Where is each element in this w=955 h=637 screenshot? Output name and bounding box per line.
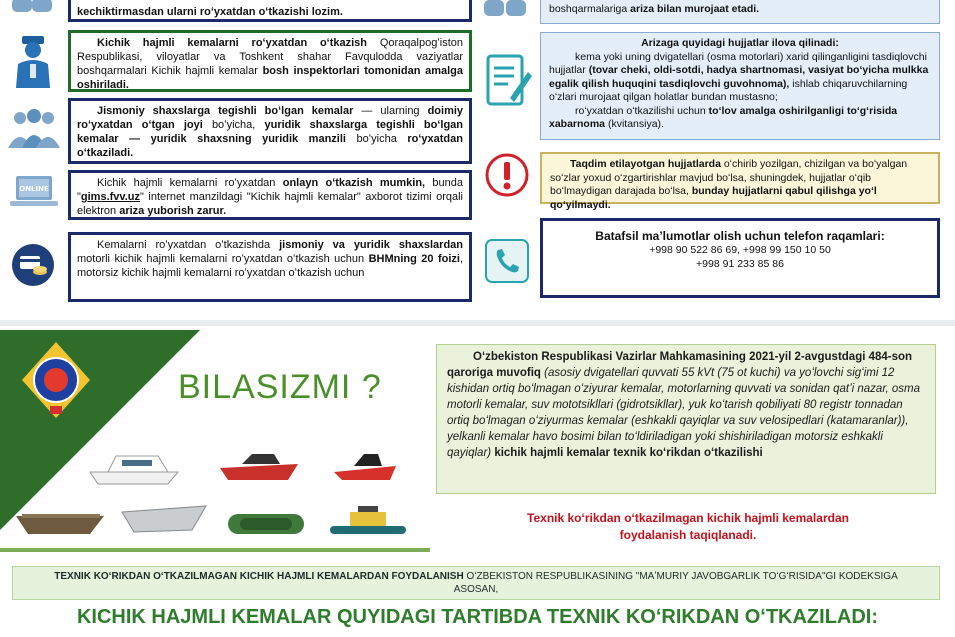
rejection-t2: oʻchirib yozilgan, chizilgan va boʻyalgan soʻzlar yoxud oʻzgartirishlar mavjud boʻlsa, shuningdek, hujjatlar oʻqib boʻlmaydigan darajada boʻlsa, [550,158,908,197]
deadline-text: kechiktirmasdan ularni roʻyxatdan oʻtkazishi lozim. [77,6,343,18]
people-group-icon-top [8,0,58,12]
banner-t2: OʻZBEKISTON RESPUBLIKASINING "MAʼMURIY JAVOBGARLIK TOʻGʻRISIDA"GI KODEKSIGA [466,571,898,582]
green-underline [0,548,430,552]
gims-link[interactable]: gims.fvv.uz [80,191,140,203]
regulation-t2: 484-son qaroriga muvofiq [447,351,913,379]
phone-icon [484,238,530,284]
individuals-box [68,98,472,164]
documents-item-1-b: (tovar cheki, oldi-sotdi, hadya shartnomasi, vasiyat boʻyicha mulkka egalik qilish huquqini tasdiqlovchi guvohnoma), [549,64,929,90]
banner-t1: TEXNIK KOʻRIKDAN OʻTKAZILMAGAN KICHIK HAJMLI KEMALARDAN FOYDALANISH [54,571,464,582]
inspectors-body: Qoraqalpogʻiston Respublikasi, viloyatlar va Toshkent shahar Favqulodda vaziyatlar boshqarmalari Kichik hajmli kemalar [77,37,463,77]
section-divider [0,320,955,326]
yacht-image [88,444,184,491]
online-t5: " internet manzildagi "Kichik hajmli kemalar" axborot tizimi orqali elektron [77,191,463,217]
contact-title: Batafsil maʼlumotlar olish uchun telefon raqamlari: [595,229,885,243]
document-pen-icon [484,52,534,110]
individuals-lead: Jismoniy shaxslarga tegishli boʻlgan kemalar [97,105,354,117]
online-t6: ariza yuborish zarur. [119,205,227,217]
people-group-icon [6,108,62,148]
jet-ski-image [330,444,402,489]
inspectors-end: bosh inspektorlari tomonidan amalga oshiriladi. [77,65,463,91]
documents-item-2-b: toʻlov amalga oshirilganligi toʻgʻrisida xabarnoma [549,104,898,130]
individuals-t7: roʻyxatdan oʻtkaziladi. [77,133,463,159]
individuals-t6: boʻyicha [356,133,397,145]
documents-item-2-a: roʻyxatdan oʻtkazilishi uchun [575,104,706,117]
people-group-icon-right [478,0,532,16]
fee-t5: , motorsiz kichik hajmli kemalarni roʻyxatdan oʻtkazish uchun [77,253,464,279]
inflatable-boat-image [226,506,306,545]
regulation-t1: Oʻzbekiston Respublikasi Vazirlar Mahkamasining 2021-yil 2-avgustdagi [473,351,866,363]
catamaran-image [328,504,408,545]
prohibition-line-1: Texnik koʻrikdan oʻtkazilmagan kichik hajmli kemalardan [527,511,849,525]
payment-card-icon [10,242,56,288]
fee-t1: Kemalarni roʻyxatdan oʻtkazishda [97,239,271,251]
individuals-t3: doimiy roʻyxatdan oʻtgan joyi [77,105,464,131]
online-t3: bunda " [77,177,463,203]
contact-phones-box [540,218,940,298]
exclamation-warning-icon [484,152,530,198]
prohibition-notice [438,502,938,548]
rejection-box [540,152,940,211]
documents-list-box [540,32,940,140]
prohibition-line-2: foydalanish taqiqlanadi. [619,528,757,542]
registration-deadline-box [68,0,472,22]
fee-t3: motorli kichik hajmli kemalarni roʻyxatdan oʻtkazish uchun [77,253,365,265]
regulation-t4: kichik hajmli kemalar texnik koʻrikdan oʻtkazilishi [494,447,763,459]
fee-t2: jismoniy va yuridik shaxslardan [279,239,464,251]
contact-phones-1: +998 90 522 86 69, +998 99 150 10 50 [649,244,831,256]
bilasizmi-heading: BILASIZMI ? [178,368,382,406]
banner-t3: ASOSAN, [453,584,499,595]
application-t2: ariza bilan murojaat etadi. [630,3,760,15]
inspection-order-title: KICHIK HAJMLI KEMALAR QUYIDAGI TARTIBDA TEXNIK KOʻRIKDAN OʻTKAZILADI: [76,606,879,628]
application-t1: boshqarmalariga [549,3,628,15]
regulation-t3: (asosiy dvigatellari quvvati 55 kVt (75 ot kuchi) va yoʻlovchi sigʻimi 12 kishidan ortiq boʻlmagan oʻziyurar kemalar, motorlarning quvvati va sonidan qatʼi nazar, osma motorli kemalar, suv mototsikllari (gidrotsikllar), yuk koʻtarish qobiliyati 80 registr tonnadan ortiq boʻlmagan oʻziyurmas kemalar (eshkakli qayiqlar va suv velosipedlari (katamaranlar)), yelkanli kemalar havo bosimi bilan toʻldiriladigan yoki shishiriladigan motorsiz eshkakli qayiqlar) [447,367,921,459]
inspectors-lead: Kichik hajmli kemalarni roʻyxatdan oʻtkazish [97,37,368,49]
speedboat-image [218,446,302,491]
ministry-emblem [20,340,92,420]
rowboat-aluminum-image [120,500,208,541]
rowboat-wood-image [14,506,106,543]
fee-t4: BHMning 20 foizi [368,253,460,265]
rejection-t1: Taqdim etilayotgan hujjatlarda [570,158,721,170]
individuals-t2: — ularning [361,105,420,117]
police-officer-icon [12,34,54,90]
documents-item-1 [549,51,931,105]
application-box [540,0,940,24]
documents-item-1-a: kema yoki uning dvigatellari (osma motorlari) xarid qilinganligini tasdiqlovchi hujjatlar [549,50,927,76]
svg-text:ONLINE: ONLINE [19,185,49,193]
rejection-t3: bunday hujjatlarni qabul qilishga yoʻl qoʻyilmaydi. [550,185,877,211]
administrative-code-banner [12,566,940,600]
documents-item-2-c: (kvitansiya). [607,118,664,130]
inspectors-box [68,30,472,92]
contact-phones-2: +998 91 233 85 86 [696,258,784,270]
documents-item-2 [549,105,931,132]
documents-title: Arizaga quyidagi hujjatlar ilova qilinadi: [641,37,839,49]
fee-box [68,232,472,302]
regulation-panel [436,344,936,494]
online-t2: onlayn oʻtkazish mumkin, [282,177,426,189]
online-t1: Kichik hajmli kemalarni roʻyxatdan [97,177,276,189]
individuals-t5: yuridik shaxslarga tegishli boʻlgan kemalar — yuridik shaxsning yuridik manzili [77,119,463,145]
online-registration-box [68,170,472,220]
individuals-t4: boʻyicha, [211,119,256,131]
documents-item-1-c: ishlab chiqaruvchilarning oʻzlari murojaat qilgan holatlar bundan mustasno; [549,77,908,103]
online-laptop-icon [10,174,58,210]
